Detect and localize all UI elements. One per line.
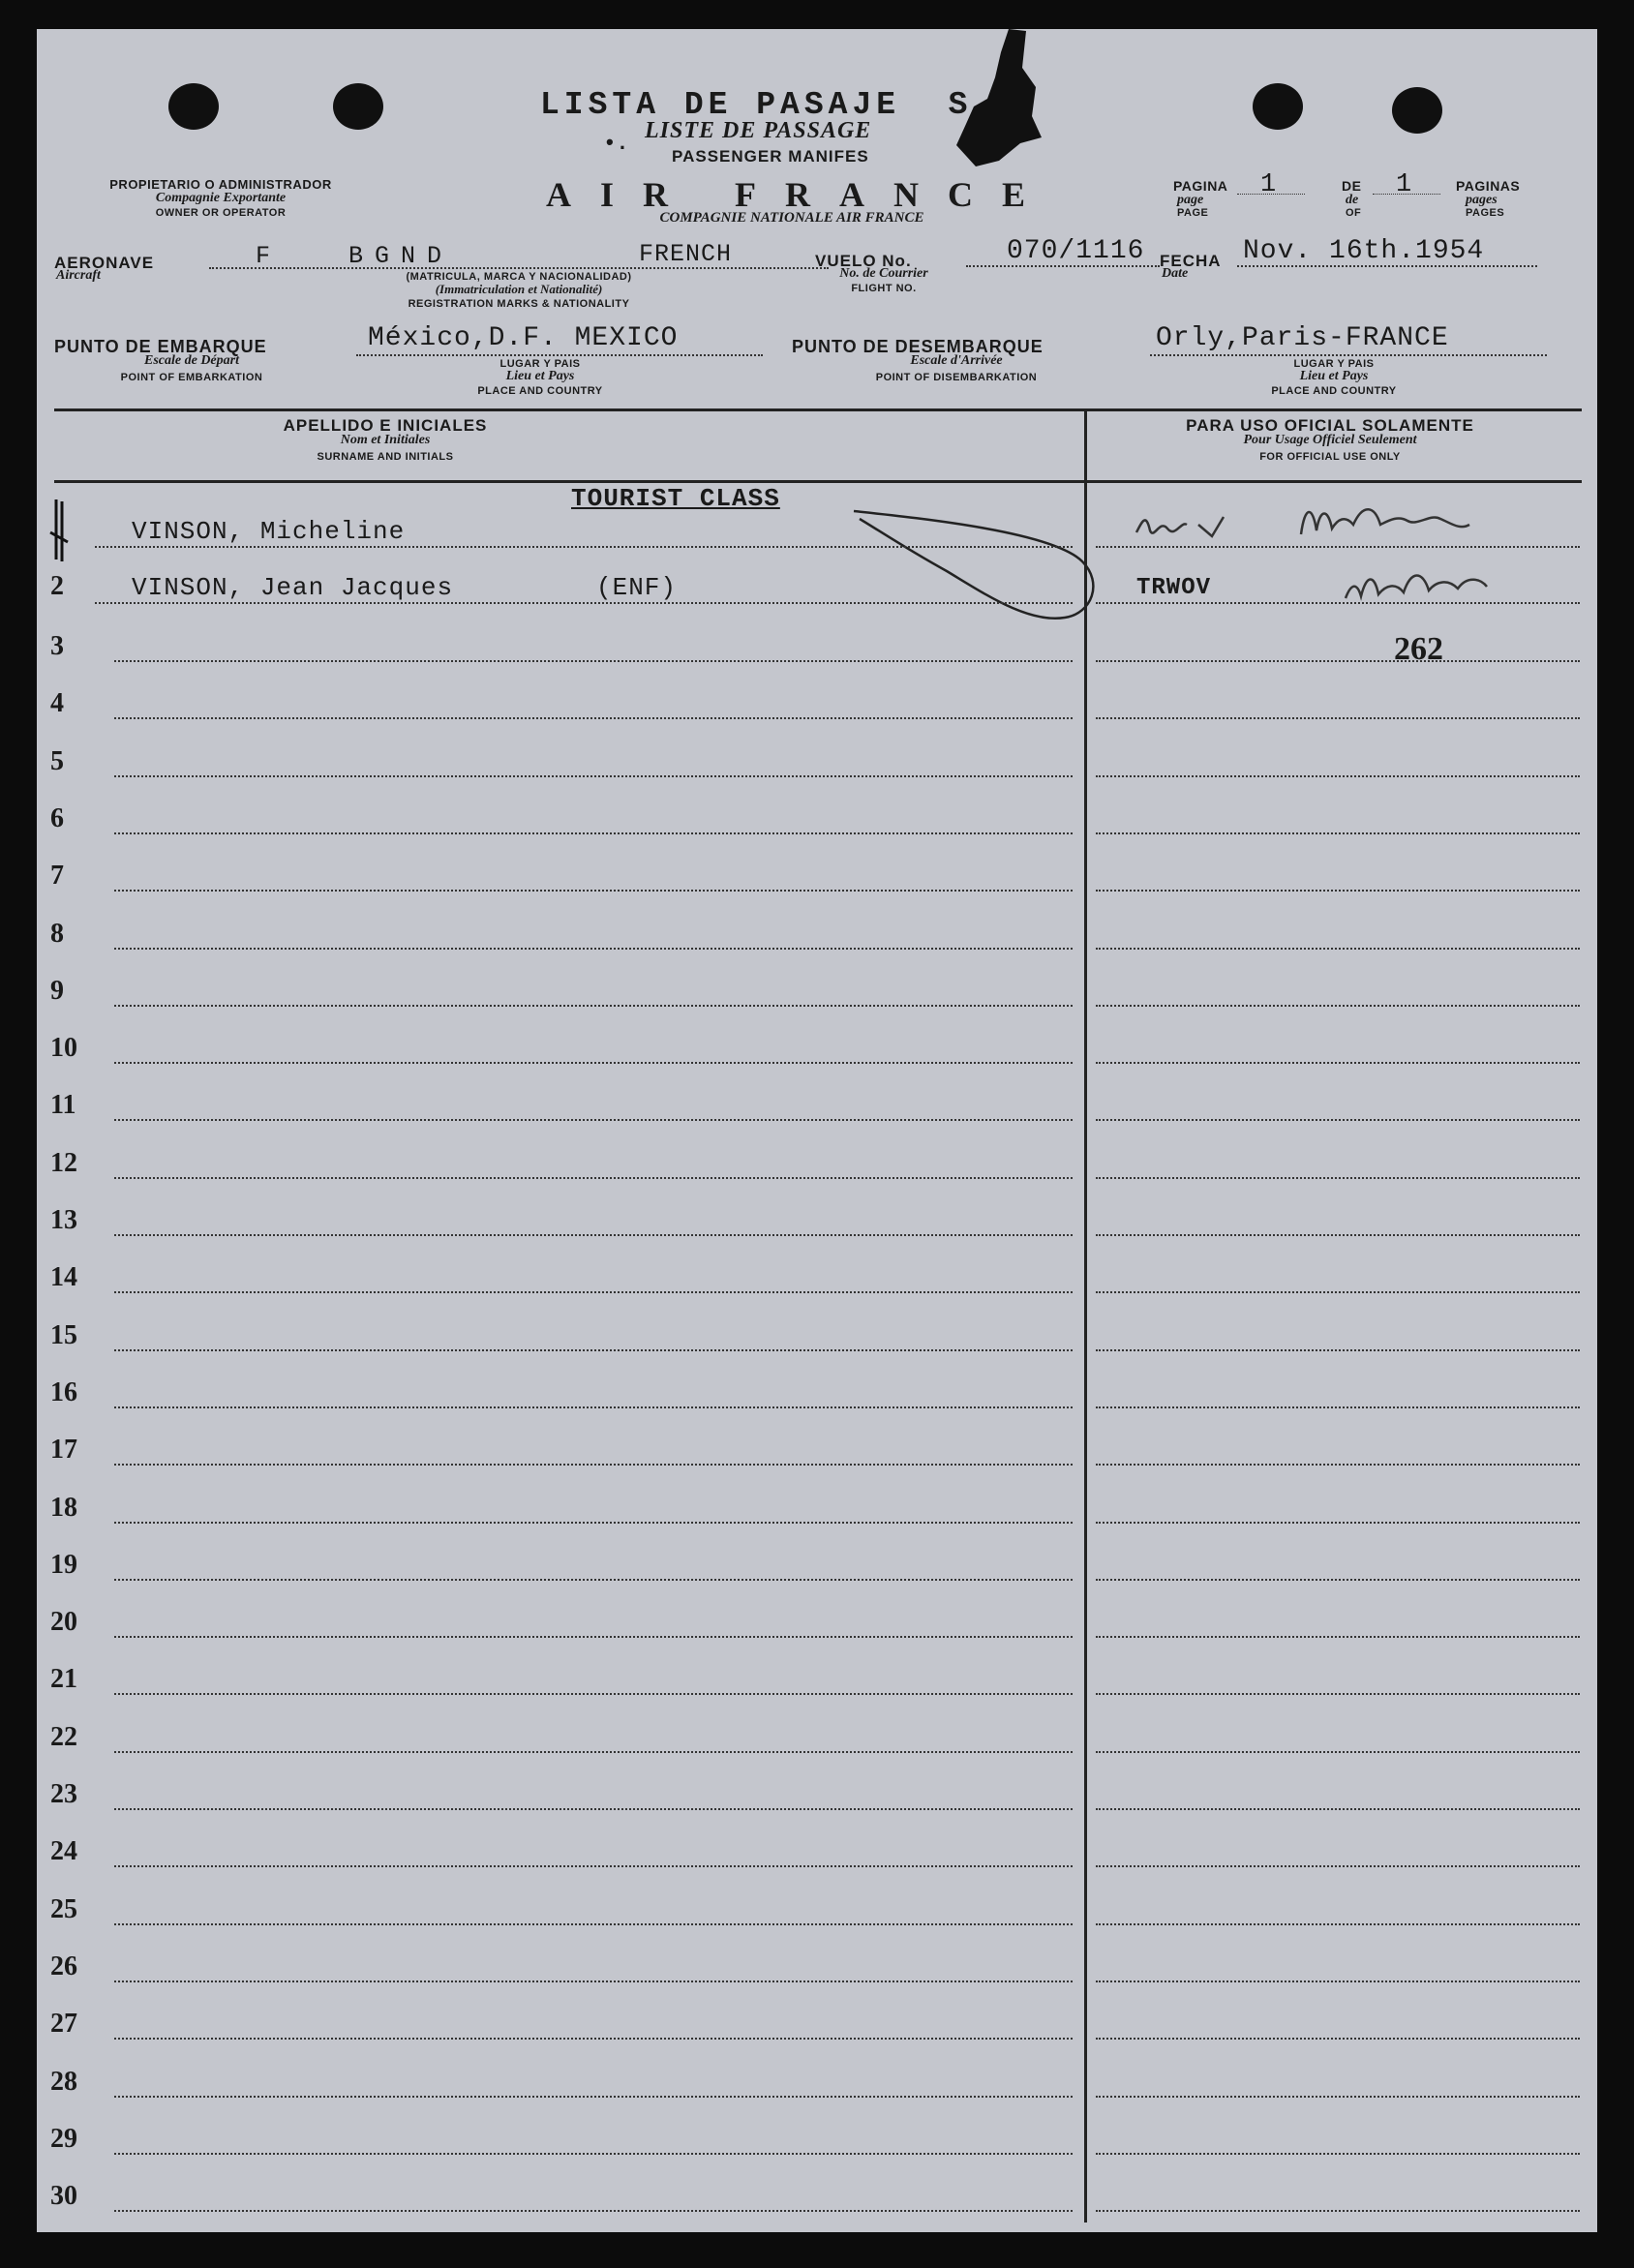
page-label-fr: page (1177, 193, 1204, 207)
row-number-16: 16 (50, 1376, 77, 1407)
disembark-label-fr: Escale d'Arrivée (910, 353, 1003, 368)
class-label: TOURIST CLASS (571, 484, 780, 513)
row-line-left (114, 1522, 1073, 1524)
pages-label-fr: pages (1466, 193, 1498, 207)
row-number-28: 28 (50, 2066, 77, 2097)
row-line-left (114, 1119, 1073, 1121)
embark-place-en: PLACE AND COUNTRY (477, 385, 603, 397)
row-line-right (1096, 546, 1580, 548)
row-line-right (1096, 1062, 1580, 1064)
punch-hole-4 (1392, 87, 1442, 134)
disembark-place-en: PLACE AND COUNTRY (1271, 385, 1397, 397)
row-line-left (114, 1234, 1073, 1236)
row-line-left (114, 1636, 1073, 1638)
table-top-line (54, 408, 1582, 411)
row-line-right (1096, 2153, 1580, 2155)
row-line-right (1096, 775, 1580, 777)
row-line-right (1096, 832, 1580, 834)
row-number-2: 2 (50, 571, 64, 601)
handwritten-mark-row1-a (1131, 501, 1247, 550)
flight-number: 070/1116 (1007, 236, 1145, 266)
col-surname-en: SURNAME AND INITIALS (317, 451, 454, 463)
owner-label: PROPIETARIO O ADMINISTRADOR (109, 177, 332, 192)
row-number-1 (76, 529, 118, 559)
row-number-27: 27 (50, 2009, 77, 2040)
row-line-right (1096, 1291, 1580, 1293)
page-de-fr: de (1346, 193, 1359, 207)
row-line-right (1096, 890, 1580, 892)
row-line-right (1096, 1234, 1580, 1236)
row-line-right (1096, 1693, 1580, 1695)
row-line-left (114, 1291, 1073, 1293)
col-surname-fr: Nom et Initiales (340, 433, 431, 447)
manifest-page (37, 29, 1597, 2232)
row-line-left (114, 1808, 1073, 1810)
embark-label: PUNTO DE EMBARQUE (54, 337, 267, 356)
row-number-23: 23 (50, 1779, 77, 1809)
page-number: 1 (1260, 170, 1278, 199)
row-number-20: 20 (50, 1607, 77, 1638)
row-line-left (114, 832, 1073, 834)
owner-label-en: OWNER OR OPERATOR (155, 207, 287, 219)
table-header-line (54, 480, 1582, 483)
row-line-left (114, 1406, 1073, 1408)
punch-hole-3 (1253, 83, 1303, 130)
row-line-right (1096, 1406, 1580, 1408)
row-line-left (114, 717, 1073, 719)
row-number-4: 4 (50, 688, 64, 719)
row-number-12: 12 (50, 1147, 77, 1178)
row-number-30: 30 (50, 2181, 77, 2212)
row-number-7: 7 (50, 861, 64, 892)
row-line-right (1096, 1177, 1580, 1179)
page-total: 1 (1396, 170, 1413, 199)
row-line-left (114, 1177, 1073, 1179)
row-line-left (114, 1579, 1073, 1581)
row-number-13: 13 (50, 1205, 77, 1235)
row-line-left (114, 1349, 1073, 1351)
row-line-right (1096, 948, 1580, 950)
aircraft-prefix: F (256, 242, 272, 270)
col-official-en: FOR OFFICIAL USE ONLY (1259, 451, 1401, 463)
disembark-value: Orly,Paris-FRANCE (1156, 323, 1449, 353)
disembark-label: PUNTO DE DESEMBARQUE (792, 337, 1044, 356)
disembark-place-fr: Lieu et Pays (1299, 369, 1369, 383)
row-number-10: 10 (50, 1033, 77, 1064)
row-line-left (114, 1062, 1073, 1064)
disembark-place-es: LUGAR Y PAIS (1293, 358, 1375, 370)
row-number-25: 25 (50, 1893, 77, 1924)
aircraft-sub-1: (MATRICULA, MARCA Y NACIONALIDAD) (406, 271, 632, 283)
page-de-en: OF (1346, 207, 1362, 219)
row-line-left (114, 1464, 1073, 1466)
row-line-right (1096, 1005, 1580, 1007)
row-line-right (1096, 1119, 1580, 1121)
row-line-left (114, 1005, 1073, 1007)
row-number-11: 11 (50, 1090, 76, 1121)
row-line-left (114, 2153, 1073, 2155)
row-line-right (1096, 1349, 1580, 1351)
title-es: LISTA DE PASAJE S (540, 87, 973, 123)
aircraft-label-en: Aircraft (56, 268, 101, 283)
row-line-left (114, 775, 1073, 777)
row-line-left (114, 948, 1073, 950)
row-number-6: 6 (50, 802, 64, 833)
passenger-2-note: (ENF) (596, 573, 678, 602)
row-line-left (114, 1981, 1073, 1982)
flight-label-fr: No. de Courrier (839, 266, 928, 281)
title-dots: • . (606, 130, 625, 154)
passenger-1-name: VINSON, Micheline (132, 517, 406, 546)
handwritten-mark-row1-b (1295, 496, 1489, 554)
row-number-21: 21 (50, 1664, 77, 1695)
airline-name: AIR FRANCE (546, 175, 1054, 214)
row-number-17: 17 (50, 1435, 77, 1466)
page-label-en: PAGE (1177, 207, 1209, 219)
title-fr: LISTE DE PASSAGE (645, 118, 872, 143)
col-official-es: PARA USO OFICIAL SOLAMENTE (1186, 416, 1474, 435)
embark-value: México,D.F. MEXICO (368, 323, 679, 353)
aircraft-nationality: FRENCH (639, 240, 733, 268)
row-number-19: 19 (50, 1549, 77, 1580)
embark-label-en: POINT OF EMBARKATION (120, 372, 263, 383)
aircraft-label: AERONAVE (54, 254, 155, 272)
row-number-24: 24 (50, 1836, 77, 1867)
aircraft-sub-2: (Immatriculation et Nationalité) (435, 282, 603, 296)
official-code-row2: TRWOV (1136, 575, 1212, 601)
handwritten-mark-row2 (1340, 559, 1504, 618)
row-number-15: 15 (50, 1319, 77, 1350)
row-number-8: 8 (50, 918, 64, 949)
row-line-right (1096, 1636, 1580, 1638)
aircraft-registration: BGND (348, 242, 454, 270)
row-line-right (1096, 717, 1580, 719)
flight-label-en: FLIGHT NO. (851, 283, 917, 294)
row-line-right (1096, 602, 1580, 604)
owner-label-fr: Compagnie Exportante (155, 191, 287, 205)
page-label: PAGINA (1173, 178, 1228, 194)
date-label-en: Date (1162, 266, 1189, 281)
row-line-right (1096, 1751, 1580, 1753)
row-line-right (1096, 1981, 1580, 1982)
row-line-left (114, 1751, 1073, 1753)
row-number-18: 18 (50, 1492, 77, 1523)
col-surname-es: APELLIDO E INICIALES (283, 416, 488, 435)
row-number-22: 22 (50, 1721, 77, 1752)
disembark-label-en: POINT OF DISEMBARKATION (875, 372, 1038, 383)
row-line-left (114, 1865, 1073, 1867)
airline-subtitle: COMPAGNIE NATIONALE AIR FRANCE (659, 210, 924, 226)
pages-label: PAGINAS (1456, 178, 1521, 194)
row-line-left (114, 890, 1073, 892)
row-line-right (1096, 1865, 1580, 1867)
punch-hole-1 (168, 83, 219, 130)
title-en: PASSENGER MANIFES (672, 147, 869, 166)
page-de-label: DE (1342, 178, 1362, 194)
row-line-right (1096, 2096, 1580, 2098)
row-1-tick (43, 498, 76, 565)
row-line-left (114, 1693, 1073, 1695)
row-line-right (1096, 1464, 1580, 1466)
row-line-left (114, 2210, 1073, 2212)
embark-place-fr: Lieu et Pays (505, 369, 575, 383)
embark-place-es: LUGAR Y PAIS (499, 358, 581, 370)
row-line-right (1096, 2210, 1580, 2212)
row-line-left (114, 2096, 1073, 2098)
column-divider (1084, 408, 1087, 2223)
passenger-2-name: VINSON, Jean Jacques (132, 573, 454, 602)
row-line-right (1096, 660, 1580, 662)
row-line-right (1096, 1579, 1580, 1581)
pen-stroke (850, 494, 1131, 639)
row-number-9: 9 (50, 975, 64, 1006)
date-label: FECHA (1160, 252, 1222, 270)
aircraft-sub-3: REGISTRATION MARKS & NATIONALITY (408, 298, 630, 310)
row-line-right (1096, 1923, 1580, 1925)
row-line-left (114, 660, 1073, 662)
flight-label: VUELO No. (815, 252, 912, 270)
pages-label-en: PAGES (1466, 207, 1505, 219)
row-number-14: 14 (50, 1262, 77, 1293)
date-value: Nov. 16th.1954 (1243, 236, 1485, 266)
punch-hole-2 (333, 83, 383, 130)
row-number-26: 26 (50, 1950, 77, 1981)
row-line-right (1096, 2038, 1580, 2040)
row-line-left (114, 1923, 1073, 1925)
col-official-fr: Pour Usage Officiel Seulement (1243, 433, 1417, 447)
row-line-right (1096, 1808, 1580, 1810)
row-number-3: 3 (50, 631, 64, 661)
row-number-29: 29 (50, 2123, 77, 2154)
embark-label-fr: Escale de Départ (144, 353, 239, 368)
official-stamp: 262 (1394, 631, 1443, 667)
row-number-5: 5 (50, 745, 64, 776)
row-line-right (1096, 1522, 1580, 1524)
row-line-left (114, 2038, 1073, 2040)
